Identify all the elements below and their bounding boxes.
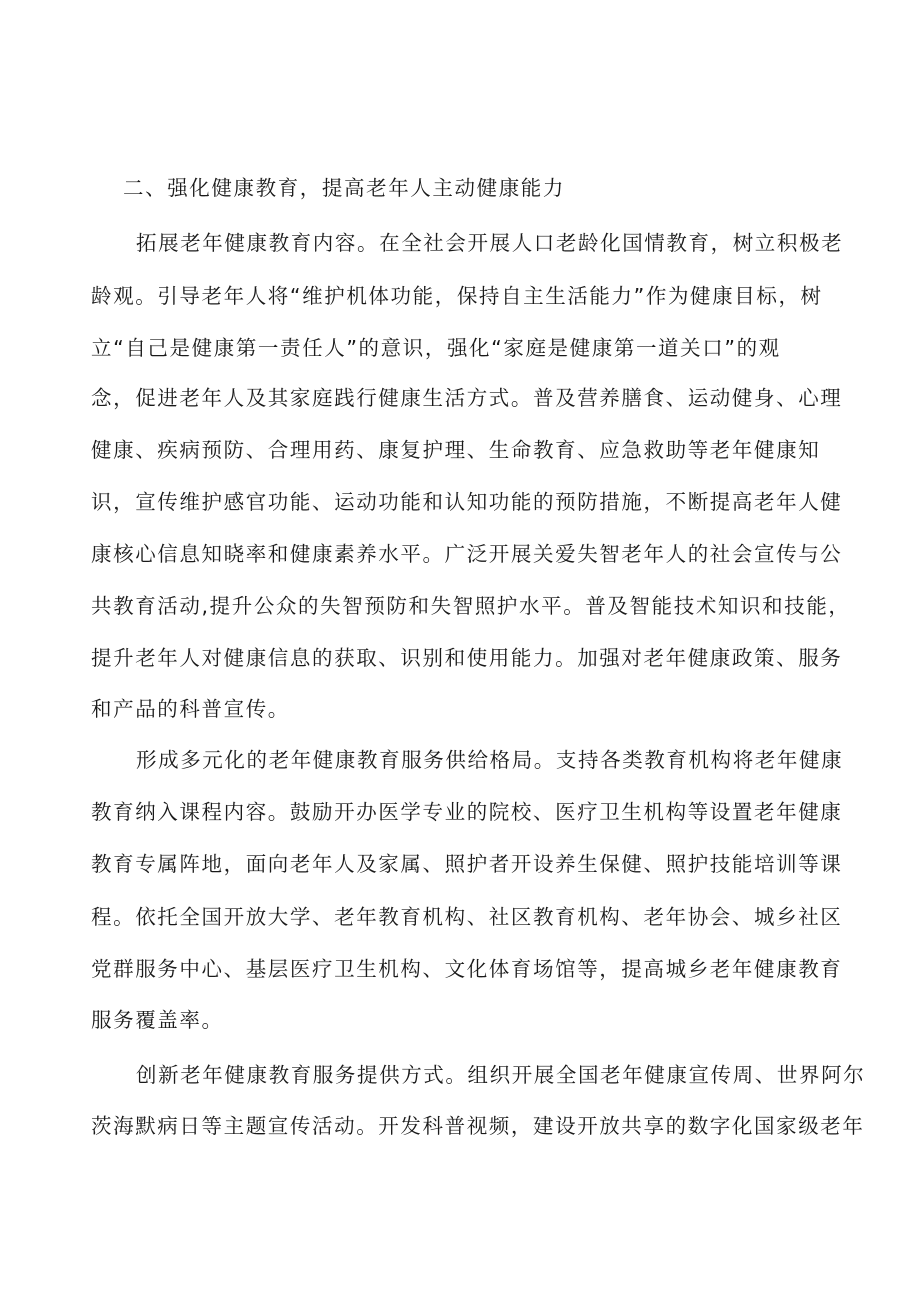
paragraph-line: 提升老年人对健康信息的获取、识别和使用能力。加强对老年健康政策、服务: [91, 646, 843, 670]
paragraph-line: 程。依托全国开放大学、老年教育机构、社区教育机构、老年协会、城乡社区: [91, 905, 843, 929]
section-heading: 二、强化健康教育，提高老年人主动健康能力: [123, 176, 565, 200]
paragraph-line: 共教育活动,提升公众的失智预防和失智照护水平。普及智能技术知识和技能，: [91, 594, 851, 618]
paragraph-line: 教育纳入课程内容。鼓励开办医学专业的院校、医疗卫生机构等设置老年健康: [91, 800, 843, 824]
paragraph-line: 念，促进老年人及其家庭践行健康生活方式。普及营养膳食、运动健身、心理: [91, 386, 843, 410]
paragraph-line: 健康、疾病预防、合理用药、康复护理、生命教育、应急救助等老年健康知: [91, 438, 821, 462]
paragraph-line: 拓展老年健康教育内容。在全社会开展人口老龄化国情教育，树立积极老: [136, 231, 844, 255]
paragraph-line: 立“自己是健康第一责任人”的意识，强化“家庭是健康第一道关口”的观: [91, 336, 781, 360]
paragraph-line: 服务覆盖率。: [91, 1008, 224, 1032]
paragraph-line: 教育专属阵地，面向老年人及家属、照护者开设养生保健、照护技能培训等课: [91, 852, 843, 876]
paragraph-line: 党群服务中心、基层医疗卫生机构、文化体育场馆等，提高城乡老年健康教育: [91, 957, 843, 981]
paragraph-line: 识，宣传维护感官功能、运动功能和认知功能的预防措施，不断提高老年人健: [91, 490, 843, 514]
paragraph-line: 创新老年健康教育服务提供方式。组织开展全国老年健康宣传周、世界阿尔: [136, 1063, 866, 1087]
paragraph-line: 茨海默病日等主题宣传活动。开发科普视频，建设开放共享的数字化国家级老年: [91, 1114, 865, 1138]
paragraph-line: 形成多元化的老年健康教育服务供给格局。支持各类教育机构将老年健康: [136, 748, 844, 772]
paragraph-line: 和产品的科普宣传。: [91, 697, 290, 721]
paragraph-line: 康核心信息知晓率和健康素养水平。广泛开展关爱失智老年人的社会宣传与公: [91, 542, 843, 566]
paragraph-line: 龄观。引导老年人将“维护机体功能，保持自主生活能力”作为健康目标，树: [91, 284, 823, 308]
